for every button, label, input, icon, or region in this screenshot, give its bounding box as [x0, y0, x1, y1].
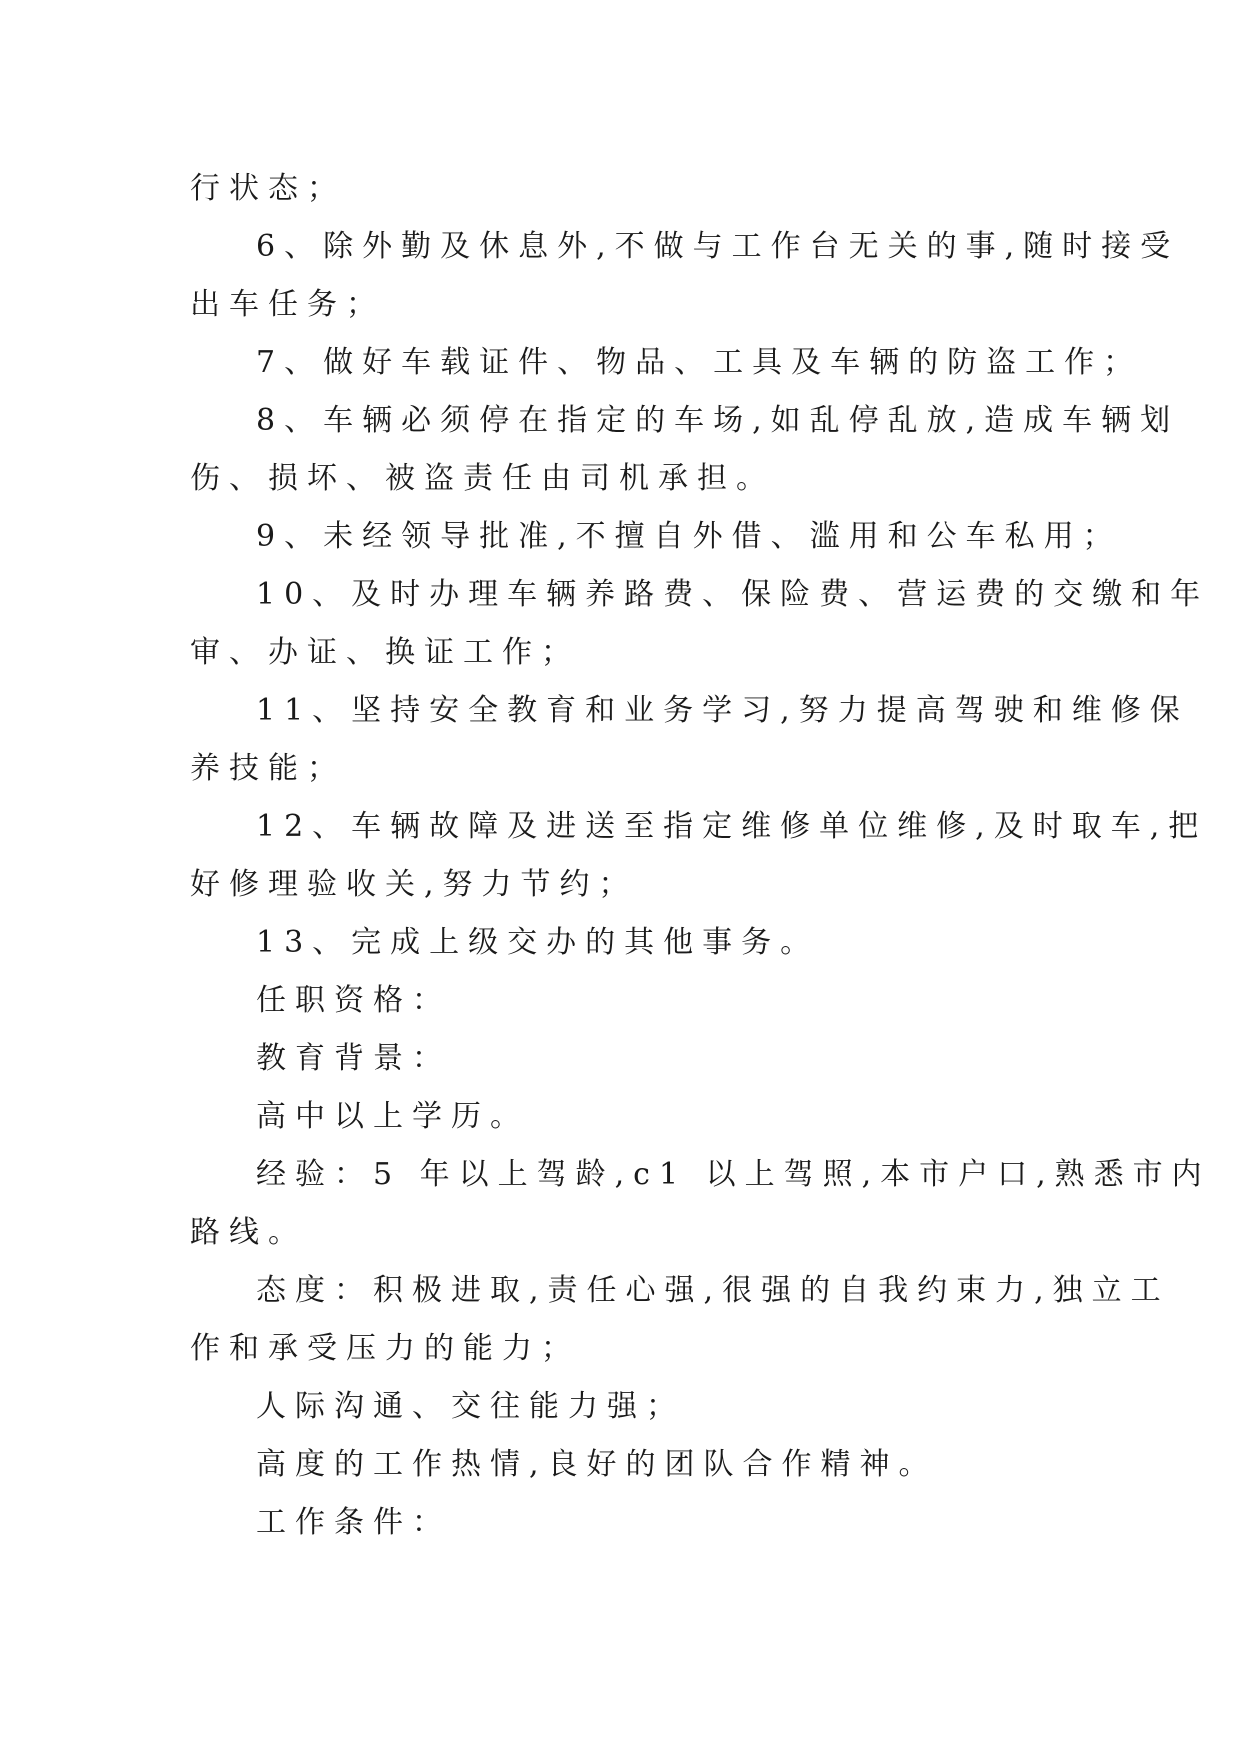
text-line: 伤、损坏、被盗责任由司机承担。 [190, 461, 775, 496]
text-line: 9、未经领导批准,不擅自外借、滥用和公车私用； [256, 519, 1122, 554]
text-line: 态度：积极进取,责任心强,很强的自我约束力,独立工 [256, 1273, 1170, 1308]
text-line: 8、车辆必须停在指定的车场,如乱停乱放,造成车辆划 [256, 403, 1180, 438]
text-line: 11、坚持安全教育和业务学习,努力提高驾驶和维修保 [256, 693, 1189, 728]
text-line: 出车任务； [190, 287, 385, 322]
document-body [190, 160, 1211, 1552]
text-line: 作和承受压力的能力； [190, 1331, 580, 1366]
text-line: 好修理验收关,努力节约； [190, 867, 638, 902]
text-line: 13、完成上级交办的其他事务。 [256, 925, 820, 960]
text-line: 养技能； [190, 751, 346, 786]
text-line: 高中以上学历。 [256, 1099, 529, 1134]
text-line: 10、及时办理车辆养路费、保险费、营运费的交缴和年 [256, 577, 1210, 612]
text-line: 12、车辆故障及进送至指定维修单位维修,及时取车,把 [256, 809, 1208, 844]
text-line: 经验：5 年以上驾龄,c1 以上驾照,本市户口,熟悉市内 [256, 1157, 1211, 1192]
text-line: 任职资格： [256, 983, 451, 1018]
text-line: 教育背景： [256, 1041, 451, 1076]
text-line: 人际沟通、交往能力强； [256, 1389, 685, 1424]
text-line: 路线。 [190, 1215, 307, 1250]
text-line: 7、做好车载证件、物品、工具及车辆的防盗工作； [256, 345, 1143, 380]
text-line: 行状态； [190, 171, 346, 206]
text-line: 高度的工作热情,良好的团队合作精神。 [256, 1447, 938, 1482]
text-line: 工作条件： [256, 1505, 451, 1540]
text-line: 审、办证、换证工作； [190, 635, 580, 670]
text-line: 6、除外勤及休息外,不做与工作台无关的事,随时接受 [256, 229, 1180, 264]
